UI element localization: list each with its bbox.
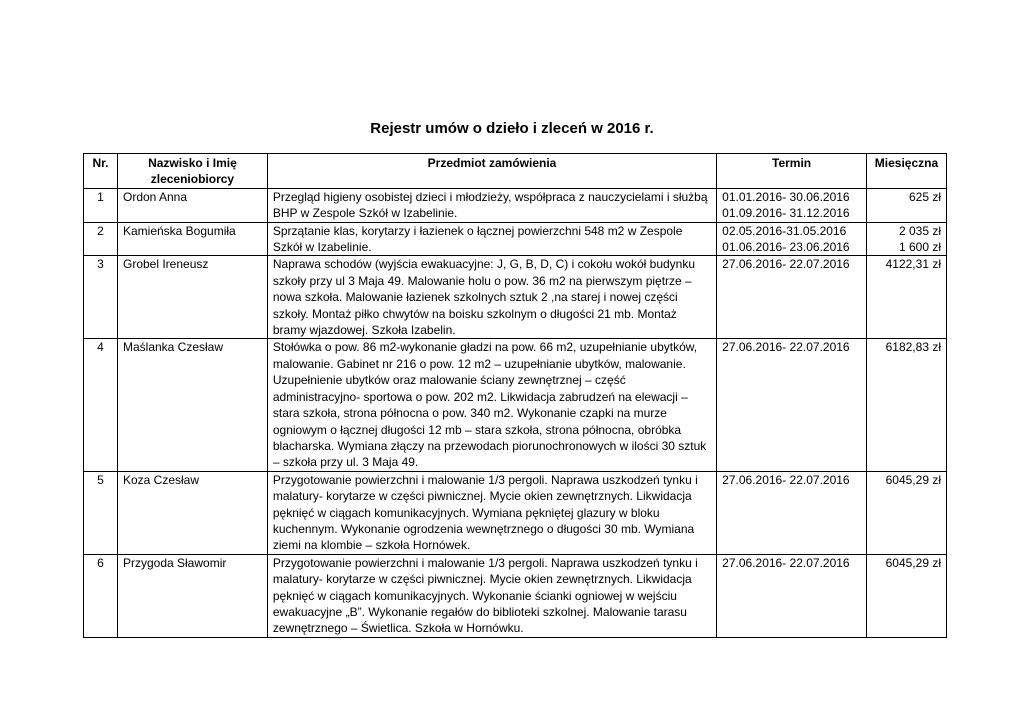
monthly-amount: 1 600 zł bbox=[898, 240, 941, 255]
term-cell bbox=[717, 339, 867, 471]
contractor-name: Ordon Anna bbox=[117, 188, 267, 222]
monthly-amount-cell bbox=[866, 471, 946, 554]
order-subject: Przegląd higieny osobistej dzieci i młodzieży, współpraca z nauczycielami i służbą BHP w Zespole Szkół w Izabelinie. bbox=[267, 188, 716, 222]
table-row bbox=[84, 554, 947, 637]
header-nr: Nr. bbox=[84, 154, 118, 189]
term-period: 02.05.2016-31.05.2016 bbox=[722, 223, 847, 238]
page-title: Rejestr umów o dzieło i zleceń w 2016 r. bbox=[370, 120, 654, 137]
table-row bbox=[84, 256, 947, 339]
table-row bbox=[84, 222, 947, 256]
contracts-table bbox=[83, 153, 947, 638]
term-period: 27.06.2016- 22.07.2016 bbox=[722, 340, 850, 355]
monthly-amount-cell bbox=[866, 256, 946, 339]
monthly-amount-cell bbox=[866, 339, 946, 471]
monthly-amount: 6045,29 zł bbox=[885, 472, 941, 487]
monthly-amount-cell bbox=[866, 222, 946, 256]
term-cell bbox=[717, 222, 867, 256]
table-row bbox=[84, 339, 947, 471]
row-number: 3 bbox=[84, 256, 118, 339]
monthly-amount-cell bbox=[866, 188, 946, 222]
table-row bbox=[84, 471, 947, 554]
term-period: 01.09.2016- 31.12.2016 bbox=[722, 206, 850, 221]
header-term: Termin bbox=[717, 154, 867, 189]
order-subject: Przygotowanie powierzchni i malowanie 1/3 pergoli. Naprawa uszkodzeń tynku i malatury- korytarze w części piwnicznej. Mycie okien zewnętrznych. Likwidacja pęknięć w ciągach komunikacyjnych. Wykonanie ścianki ogniowej w wejściu ewakuacyjne „B”. Wykonanie regałów do biblioteki szkolnej. Malowanie tarasu zewnętrznego – Świetlica. Szkoła w Hornówku. bbox=[267, 554, 716, 637]
monthly-amount: 6045,29 zł bbox=[885, 555, 941, 570]
monthly-amount: 6182,83 zł bbox=[885, 340, 941, 355]
order-subject: Sprzątanie klas, korytarzy i łazienek o łącznej powierzchni 548 m2 w Zespole Szkół w Izabelinie. bbox=[267, 222, 716, 256]
monthly-amount-cell bbox=[866, 554, 946, 637]
table-row bbox=[84, 188, 947, 222]
order-subject: Naprawa schodów (wyjścia ewakuacyjne: J, G, B, D, C) i cokołu wokół budynku szkoły przy ul 3 Maja 49. Malowanie holu o pow. 36 m2 na pierwszym piętrze – nowa szkoła. Malowanie łazienek szkolnych sztuk 2 ,na starej i nowej części szkoły. Montaż piłko chwytów na boisku szkolnym o długości 21 mb. Montaż bramy wjazdowej. Szkoła Izabelin. bbox=[267, 256, 716, 339]
contractor-name: Kamieńska Bogumiła bbox=[117, 222, 267, 256]
term-cell bbox=[717, 471, 867, 554]
contractor-name: Koza Czesław bbox=[117, 471, 267, 554]
monthly-amount: 4122,31 zł bbox=[885, 257, 941, 272]
table-header-row bbox=[84, 154, 947, 189]
table-body bbox=[84, 188, 947, 637]
term-cell bbox=[717, 188, 867, 222]
row-number: 6 bbox=[84, 554, 118, 637]
monthly-amount: 625 zł bbox=[908, 189, 941, 204]
row-number: 2 bbox=[84, 222, 118, 256]
header-subject: Przedmiot zamówienia bbox=[267, 154, 716, 189]
term-period: 27.06.2016- 22.07.2016 bbox=[722, 555, 850, 570]
header-name bbox=[117, 154, 267, 189]
term-period: 01.01.2016- 30.06.2016 bbox=[722, 189, 850, 204]
header-name-line1: Nazwisko i Imię bbox=[148, 156, 237, 170]
term-period: 01.06.2016- 23.06.2016 bbox=[722, 240, 850, 255]
contractor-name: Maślanka Czesław bbox=[117, 339, 267, 471]
contractor-name: Przygoda Sławomir bbox=[117, 554, 267, 637]
order-subject: Stołówka o pow. 86 m2-wykonanie gładzi na pow. 66 m2, uzupełnianie ubytków, malowanie. Gabinet nr 216 o pow. 12 m2 – uzupełnianie ubytków, malowanie. Uzupełnienie ubytków oraz malowanie ściany zewnętrznej – część administracyjno- sportowa o pow. 202 m2. Likwidacja zabrudzeń na elewacji – stara szkoła, strona północna o pow. 340 m2. Wykonanie czapki na murze ogniowym o łącznej długości 12 mb – stara szkoła, strona północna, obróbka blacharska. Wymiana złączy na przewodach piorunochronowych w ilości 30 sztuk – szkoła przy ul. 3 Maja 49. bbox=[267, 339, 716, 471]
header-name-line2: zleceniobiorcy bbox=[150, 172, 235, 187]
order-subject: Przygotowanie powierzchni i malowanie 1/3 pergoli. Naprawa uszkodzeń tynku i malatury- korytarze w części piwnicznej. Mycie okien zewnętrznych. Likwidacja pęknięć w ciągach komunikacyjnych. Wymiana pękniętej glazury w bloku kuchennym. Wykonanie ogrodzenia wewnętrznego o długości 30 mb. Wymiana ziemi na klombie – szkoła Hornówek. bbox=[267, 471, 716, 554]
term-period: 27.06.2016- 22.07.2016 bbox=[722, 472, 850, 487]
row-number: 5 bbox=[84, 471, 118, 554]
term-period: 27.06.2016- 22.07.2016 bbox=[722, 257, 850, 272]
contractor-name: Grobel Ireneusz bbox=[117, 256, 267, 339]
header-amount: Miesięczna bbox=[866, 154, 946, 189]
monthly-amount: 2 035 zł bbox=[898, 223, 941, 238]
row-number: 4 bbox=[84, 339, 118, 471]
row-number: 1 bbox=[84, 188, 118, 222]
term-cell bbox=[717, 256, 867, 339]
term-cell bbox=[717, 554, 867, 637]
